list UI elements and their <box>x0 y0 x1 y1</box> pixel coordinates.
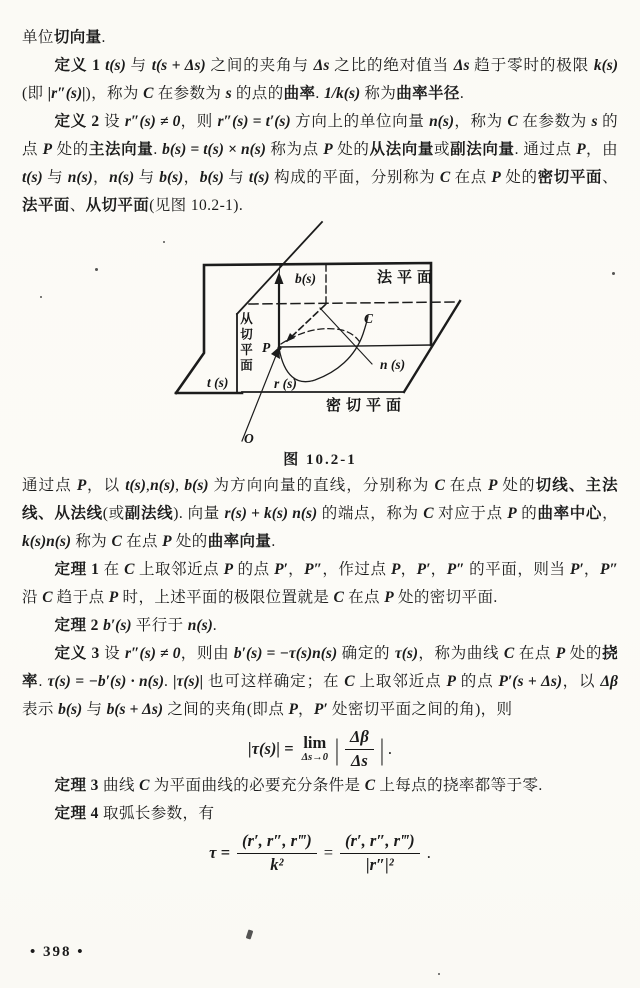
abs-bar-left: | <box>334 732 340 766</box>
label-osculating-plane: 密切平面 <box>326 398 407 414</box>
text-block-middle <box>22 472 618 724</box>
formula-period: . <box>426 842 431 862</box>
paragraph: 定理 4 取弧长参数，有 <box>54 805 215 822</box>
scan-artifact <box>40 296 42 298</box>
label-n-vector: n (s) <box>380 357 406 372</box>
paragraph: 定理 1 在 C 上取邻近点 P 的点 P′，P″，作过点 P，P′，P″ 的平面，则当 P′，P″ 沿 C 趋于点 P 时，上述平面的极限位置就是 C 在点 P 处的密切平面. <box>22 561 619 606</box>
fraction-1: $\frac{(r', r'', r‴)}{\text{k²}}$ <box>237 832 317 873</box>
text-block-intro <box>22 24 618 220</box>
scan-artifact <box>246 929 254 939</box>
paragraph: 定理 3 曲线 C 为平面曲线的必要充分条件是 C 上每点的挠率都等于零. <box>54 777 543 794</box>
scan-artifact <box>438 973 440 975</box>
curve-c-path <box>279 316 368 382</box>
paragraph: 通过点 P，以 t(s),n(s), b(s) 为方向向量的直线，分别称为 C 在点 P 处的切线、主法线、从法线(或副法线). 向量 r(s) + k(s) n(s) 的端点，称为 C 对应于点 P 的曲率中心，k(s)n(s) 称为 C 在点 P 处的曲率向量. <box>22 477 619 550</box>
paragraph: 定理 2 b′(s) 平行于 n(s). <box>54 617 218 634</box>
formula-period: . <box>387 738 392 758</box>
paragraph: 定义 2 设 r″(s) ≠ 0，则 r″(s) = t′(s) 方向上的单位向量 n(s)，称为 C 在参数为 s 的点 P 处的主法向量. b(s) = t(s) × n(s) 称为点 P 处的从法向量或副法向量. 通过点 P，由 t(s) 与 n(s)，n(s) 与 b(s)，b(s) 与 t(s) 构成的平面，分别称为 C 在点 P 处的密切平面、法平面、从切平面(见图 10.2-1). <box>22 113 619 214</box>
equals-sign: = <box>323 842 334 862</box>
label-origin-o: O <box>244 431 254 446</box>
label-normal-plane: 法平面 <box>377 270 438 286</box>
formula-lhs: τ = <box>209 842 231 862</box>
torsion-limit-formula <box>22 729 618 769</box>
figure-container <box>134 220 544 448</box>
scan-artifact <box>95 268 98 271</box>
torsion-ratio-formula <box>22 833 618 873</box>
label-curve-c: C <box>364 311 374 326</box>
label-r-vector: r (s) <box>274 376 297 391</box>
figure-caption: 图 10.2-1 <box>283 452 357 468</box>
b-arrowhead-icon <box>275 272 284 284</box>
text-block-end <box>22 772 618 828</box>
paragraph: 定义 1 t(s) 与 t(s + Δs) 之间的夹角与 Δs 之比的绝对值当 Δs 趋于零时的极限 k(s)(即 |r″(s)|)，称为 C 在参数为 s 的点的曲率. 1/k(s) 称为曲率半径. <box>22 57 618 102</box>
point-p-dot <box>277 346 281 350</box>
label-rectifying-plane: 从切平面 <box>238 312 253 374</box>
abs-bar-right: | <box>379 732 384 766</box>
figure-lines <box>176 222 460 441</box>
figure-10-2-1 <box>134 220 544 448</box>
fraction: $\frac{\Delta\beta}{\Delta s}$ <box>345 728 374 769</box>
label-point-p: P <box>262 340 271 355</box>
dashed-arrow-to-p <box>287 305 325 341</box>
scan-artifact <box>612 272 615 275</box>
label-t-vector: t (s) <box>207 375 229 390</box>
scan-artifact <box>163 241 165 243</box>
paragraph: 单位切向量. <box>22 29 106 46</box>
page-number: • 398 • <box>30 944 85 960</box>
formula-lhs: |τ(s)| = <box>248 738 294 758</box>
limit-operator: lim Δs→0 <box>301 733 328 764</box>
label-b-vector: b(s) <box>295 271 316 286</box>
fraction-2: $\frac{(r', r'', r‴)}{\text{|r″|²}}$ <box>340 832 420 873</box>
figure-arrowheads <box>271 272 295 359</box>
paragraph: 定义 3 设 r″(s) ≠ 0，则由 b′(s) = −τ(s)n(s) 确定的 τ(s)，称为曲线 C 在点 P 处的挠率. τ(s) = −b′(s) · n(s). |τ(s)| 也可这样确定；在 C 上取邻近点 P 的点 P′(s + Δs)，以 Δβ 表示 b(s) 与 b(s + Δs) 之间的夹角(即点 P，P′ 处密切平面之间的角)，则 <box>22 645 618 718</box>
